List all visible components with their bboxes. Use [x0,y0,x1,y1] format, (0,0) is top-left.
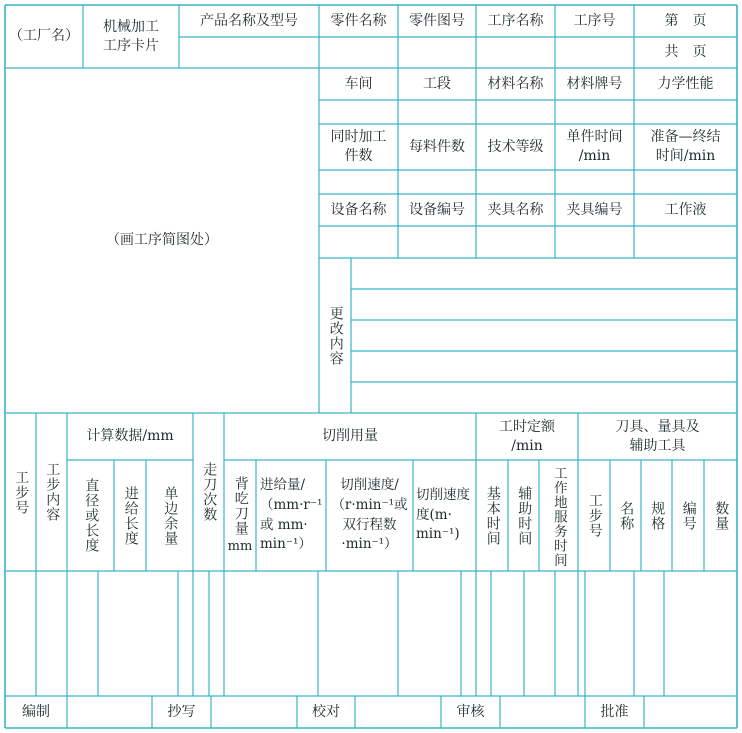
service-time-line: 务时 [550,523,567,553]
info-section: 工段 [423,75,451,92]
back-cut-header [224,460,256,571]
process-no-label: 工序号 [573,12,616,29]
info-material-grade: 材料牌号 [566,75,623,92]
total-pages-label: 共 页 [664,44,707,61]
feed-length-header: 进给长度 [122,485,139,546]
info-mechanical-properties: 力学性能 [657,75,714,92]
footer-reviewed-label: 审核 [456,703,485,720]
single-allowance-header: 单边余量 [162,485,179,546]
change-content-label: 更改内容 [327,305,344,366]
cutting-speed-rev-header: 切削速度/ （r·min⁻¹或 双行程数 ·min⁻¹） [331,477,408,553]
process-name-label: 工序名称 [487,12,544,29]
step-no-header: 工步号 [13,469,30,515]
cutting-params-header: 切削用量 [322,428,378,445]
feed-rate-header: 进给量/ （mm·r⁻¹ 或 mm· min⁻¹） [260,477,323,553]
footer-compiled-label: 编制 [22,703,50,720]
sketch-area: （画工序简图处） [106,232,218,249]
time-quota-header: 工时定额 /min [499,418,555,454]
footer-approved-label: 批准 [600,703,629,720]
info-workshop: 车间 [344,75,373,92]
info-simultaneous-parts: 同时加工 件数 [330,129,387,164]
info-coolant: 工作液 [664,201,707,218]
info-fixture-name: 夹具名称 [487,201,544,218]
diameter-length-header: 直径或长度 [83,478,100,553]
factory-name: （工厂名） [9,28,79,45]
footer-copied-label: 抄写 [167,703,196,720]
calc-data-header: 计算数据/mm [86,428,174,445]
part-name-label: 零件名称 [330,12,387,29]
tools-header: 刀具、量具及 辅助工具 [615,418,700,454]
service-time-line: 地服 [550,494,567,524]
info-unit-time: 单件时间 /min [566,129,623,164]
info-equipment-name: 设备名称 [330,201,387,218]
info-parts-per-blank: 每料件数 [409,138,465,155]
info-setup-time: 准备—终结 时间/min [650,129,721,164]
card-title: 机械加工 工序卡片 [103,18,159,54]
tool-qty-header: 数量 [713,500,730,531]
info-material-name: 材料名称 [487,75,544,92]
aux-time-header: 辅助时间 [516,485,533,546]
service-time-header [539,460,578,571]
tool-name-header: 名称 [618,500,635,531]
part-drawing-no-label: 零件图号 [409,12,465,29]
service-time-grid [551,466,566,568]
back-cut-label: 背吃刀量 [232,475,249,536]
back-cut-unit: mm [227,538,253,554]
passes-header: 走刀次数 [201,462,218,522]
tool-step-no-header: 工步号 [586,493,603,538]
step-content-header: 工步内容 [44,462,61,522]
info-skill-level: 技术等级 [487,138,544,155]
footer-checked-label: 校对 [312,703,340,720]
service-time-line: 工作 [550,465,567,495]
basic-time-header: 基本时间 [484,485,501,546]
page-number-label: 第 页 [664,12,707,29]
tool-spec-header: 规格 [649,500,666,531]
product-name-model-label: 产品名称及型号 [200,12,298,29]
cutting-speed-header: 切削速度 度(m· min⁻¹) [416,487,470,543]
info-fixture-no: 夹具编号 [566,201,623,218]
service-time-line: 间 [550,552,567,568]
info-equipment-no: 设备编号 [409,201,465,218]
tool-code-header: 编号 [680,500,697,531]
